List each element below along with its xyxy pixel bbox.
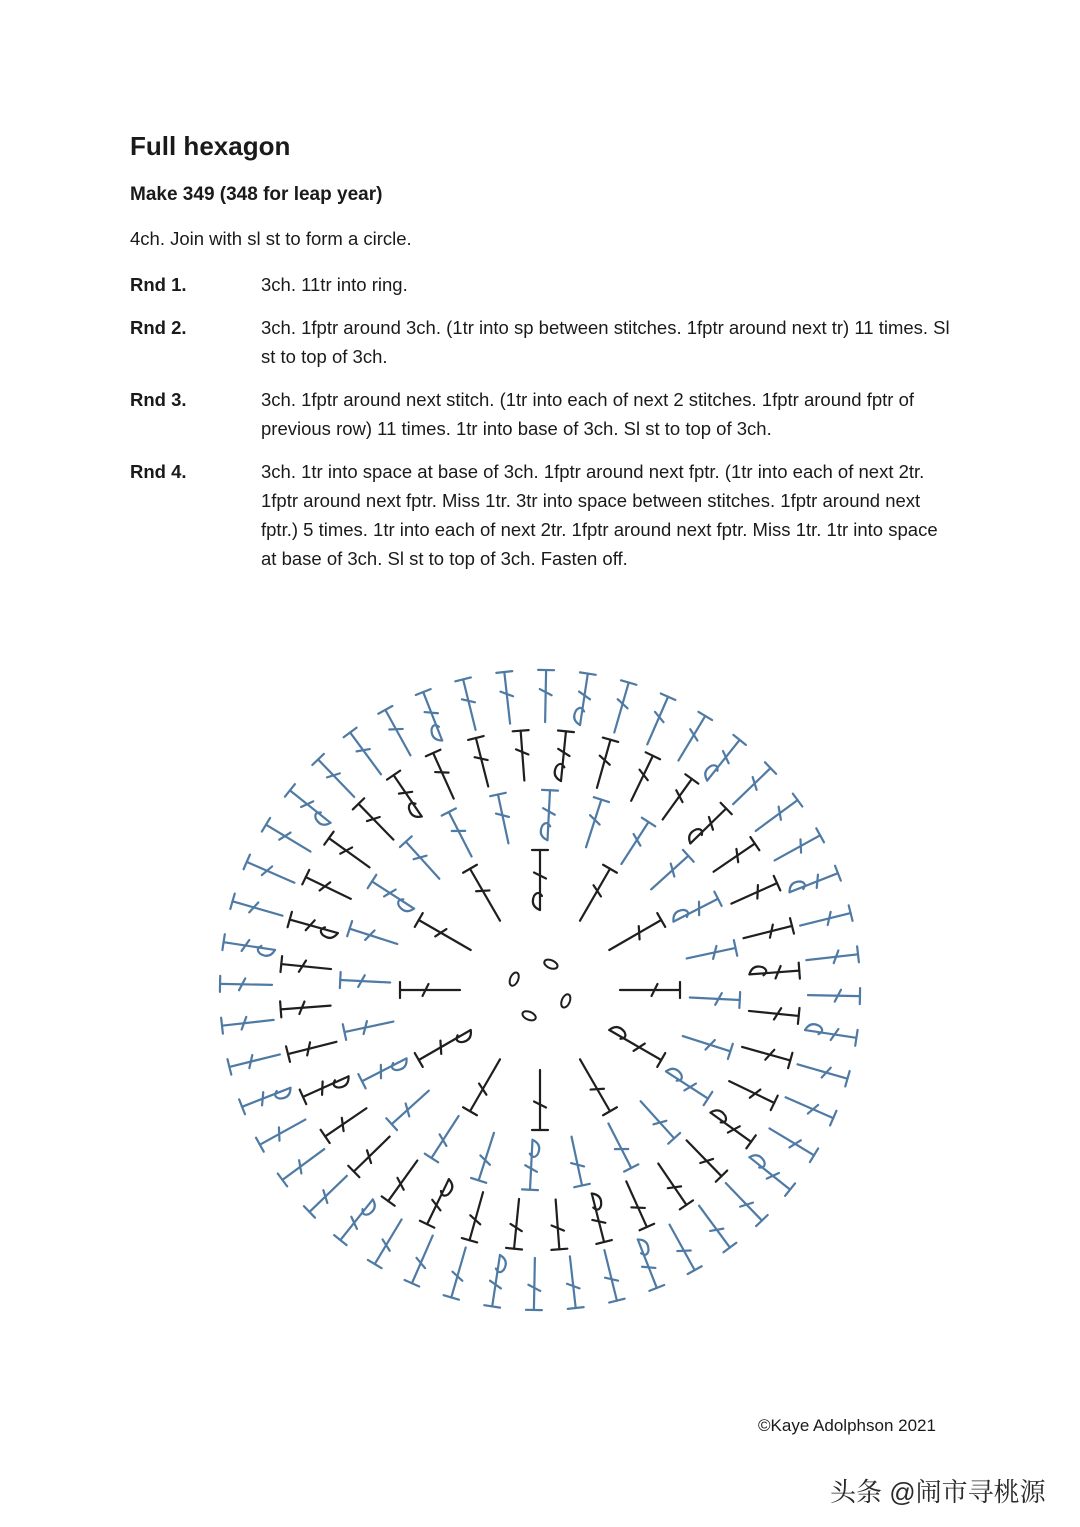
stitch-symbol	[656, 774, 698, 824]
stitch-symbol	[670, 892, 722, 929]
stitch-symbol	[537, 670, 554, 722]
stitch-symbol	[709, 837, 759, 878]
stitch-symbol	[368, 875, 419, 916]
stitch-symbol	[304, 1170, 353, 1218]
stitch-symbol	[405, 1232, 440, 1286]
stitch-symbol	[601, 1120, 638, 1172]
stitch-symbol	[681, 1135, 727, 1182]
stitch-symbol	[343, 1014, 395, 1040]
stitch-symbol	[334, 1194, 379, 1245]
stitch-symbol	[386, 1085, 434, 1130]
stitch-symbol	[701, 735, 746, 786]
rounds-list	[130, 270, 950, 587]
round-label: Rnd 2.	[130, 317, 187, 338]
stitch-symbol	[548, 1199, 568, 1250]
round-instructions: 3ch. 1tr into space at base of 3ch. 1fptr around next fptr. (1tr into each of next 2tr. 1fptr around next fptr. Miss 1tr. 3tr into space between stitches. 1fptr around next fptr.) 5 times. 1tr into each of next 2tr. 1fptr around next fptr. Miss 1tr. 1tr into space at base of 3ch. Sl st to top of 3ch. Fasten off.	[261, 461, 938, 569]
stitch-symbol	[468, 736, 496, 788]
stitch-symbol	[619, 1178, 654, 1230]
stitch-symbol	[748, 1003, 799, 1024]
stitch-symbol	[652, 1159, 693, 1209]
stitch-symbol	[484, 1254, 508, 1308]
stitch-symbol	[605, 1023, 665, 1067]
stitch-symbol	[420, 1176, 456, 1228]
stitch-symbol	[693, 1201, 737, 1252]
stitch-symbol	[540, 790, 558, 841]
stitch-symbol	[513, 730, 533, 781]
stitch-symbol	[532, 1070, 548, 1130]
stitch-symbol	[426, 750, 461, 802]
stitch-symbol	[230, 894, 284, 924]
stitch-symbol	[444, 1245, 474, 1299]
stitch-symbol	[728, 762, 777, 810]
stitch-symbol	[744, 1151, 795, 1196]
stitch-symbol	[726, 1074, 778, 1110]
stitch-symbol	[285, 784, 336, 829]
stitch-symbol	[782, 1090, 836, 1125]
stitch-symbol	[672, 712, 713, 765]
chain-stitch-mark	[559, 993, 572, 1009]
stitch-symbol	[220, 976, 272, 993]
round-row-4	[130, 457, 950, 573]
stitch-symbol	[805, 946, 858, 968]
stitch-symbol	[462, 1190, 491, 1242]
stitch-symbol	[630, 1237, 664, 1291]
stitch-symbol	[506, 1198, 527, 1249]
round-instructions: 3ch. 1fptr around 3ch. (1tr into sp between stitches. 1fptr around next tr) 11 times. Sl st to top of 3ch.	[261, 317, 950, 367]
stitch-symbol	[455, 677, 483, 731]
stitch-symbol	[227, 1047, 281, 1075]
stitch-symbol	[312, 754, 360, 803]
stitch-symbol	[278, 1143, 329, 1187]
stitch-symbol	[302, 870, 354, 906]
stitch-symbol	[340, 972, 391, 990]
stitch-symbol	[358, 1051, 410, 1088]
stitch-symbol	[808, 987, 860, 1004]
stitch-symbol	[662, 1065, 713, 1106]
stitch-symbol	[589, 738, 618, 790]
stitch-symbol	[400, 836, 445, 884]
copyright-notice: ©Kaye Adolphson 2021	[758, 1416, 936, 1435]
stitch-symbol	[490, 793, 516, 845]
stitch-symbol	[663, 1221, 702, 1274]
stitch-symbol	[620, 982, 680, 998]
stitch-symbol	[646, 850, 694, 895]
stitch-symbol	[526, 1258, 543, 1310]
stitch-symbol	[288, 912, 340, 941]
stitch-symbol	[281, 956, 332, 977]
stitch-symbol	[597, 1248, 625, 1302]
stitch-symbol	[324, 832, 374, 874]
stitch-symbol	[728, 876, 780, 911]
stitch-symbol	[463, 865, 507, 925]
stitch-symbol	[221, 1012, 274, 1034]
stitch-symbol	[239, 1080, 293, 1114]
stitch-symbol	[740, 1039, 792, 1068]
stitch-symbol	[787, 866, 841, 900]
stitch-symbol	[532, 850, 548, 910]
round-instructions: 3ch. 1fptr around next stitch. (1tr into each of next 2 stitches. 1fptr around fptr of previous row) 11 times. 1tr into base of 3ch. Sl st to top of 3ch.	[261, 389, 914, 439]
stitch-symbol	[685, 803, 732, 849]
stitch-symbol	[471, 1130, 502, 1182]
stitch-symbol	[244, 855, 298, 890]
stitch-symbol	[262, 818, 315, 859]
round-label: Rnd 4.	[130, 461, 187, 482]
stitch-symbol	[605, 913, 665, 957]
subtitle: Make 349 (348 for leap year)	[130, 184, 383, 205]
stitch-symbol	[344, 728, 388, 779]
stitch-symbol	[425, 1112, 466, 1163]
stitch-symbol	[578, 797, 609, 849]
stitch-symbol	[382, 1156, 424, 1206]
watermark: 头条 @闹市寻桃源	[830, 1477, 1046, 1507]
stitch-symbol	[415, 1023, 475, 1067]
stitch-symbol	[573, 1055, 617, 1115]
stitch-symbol	[353, 798, 399, 845]
round-row-3	[130, 385, 950, 443]
stitch-symbol	[615, 818, 656, 869]
round-label: Rnd 3.	[130, 389, 187, 410]
chain-stitch-mark	[508, 971, 521, 987]
stitch-symbol	[804, 1022, 858, 1046]
stitch-symbol	[607, 680, 637, 734]
stitch-symbol	[795, 1057, 849, 1087]
stitch-symbol	[463, 1055, 507, 1115]
stitch-symbol	[689, 990, 740, 1008]
stitch-symbol	[564, 1135, 590, 1187]
stitch-symbol	[553, 731, 574, 782]
stitch-symbol	[640, 694, 675, 748]
stitch-symbol	[416, 689, 450, 743]
round-row-1	[130, 270, 950, 299]
stitch-symbol	[442, 808, 479, 860]
stitch-symbol	[415, 913, 475, 957]
round-instructions: 3ch. 11tr into ring.	[261, 274, 408, 295]
stitch-symbol	[742, 918, 794, 946]
stitch-symbol	[720, 1178, 768, 1227]
stitch-symbol	[798, 905, 852, 933]
stitch-symbol	[635, 1096, 680, 1144]
stitch-symbol	[573, 865, 617, 925]
round-label: Rnd 1.	[130, 274, 187, 295]
stitch-symbol	[624, 752, 660, 804]
stitch-symbol	[321, 1102, 371, 1143]
stitch-symbol	[685, 940, 737, 966]
stitch-symbol	[522, 1139, 540, 1190]
page-title: Full hexagon	[130, 131, 291, 161]
stitch-symbol	[300, 1069, 352, 1104]
stitch-symbol	[562, 1255, 584, 1308]
stitch-symbol	[280, 998, 331, 1018]
stitch-symbol	[256, 1113, 309, 1152]
stitch-symbol	[347, 921, 399, 952]
stitch-symbol	[286, 1034, 338, 1062]
stitch-symbol	[706, 1106, 756, 1148]
stitch-symbol	[400, 982, 460, 998]
stitch-symbol	[749, 963, 800, 983]
stitch-symbol	[348, 1131, 395, 1177]
chain-stitch-mark	[521, 1009, 537, 1022]
stitch-symbol	[584, 1192, 612, 1244]
stitch-symbol	[765, 1122, 818, 1163]
stitch-symbol	[751, 794, 802, 838]
stitch-symbol	[368, 1215, 409, 1268]
stitch-symbol	[222, 934, 276, 958]
stitch-symbol	[387, 771, 428, 821]
crochet-stitch-diagram	[200, 660, 880, 1320]
stitch-symbol	[771, 828, 824, 867]
stitch-symbol	[572, 672, 596, 726]
stitch-symbol	[378, 706, 417, 759]
intro-text: 4ch. Join with sl st to form a circle.	[130, 228, 412, 249]
round-row-2	[130, 313, 950, 371]
stitch-symbol	[680, 1028, 732, 1059]
chain-stitch-mark	[543, 958, 559, 971]
stitch-symbol	[496, 671, 518, 724]
